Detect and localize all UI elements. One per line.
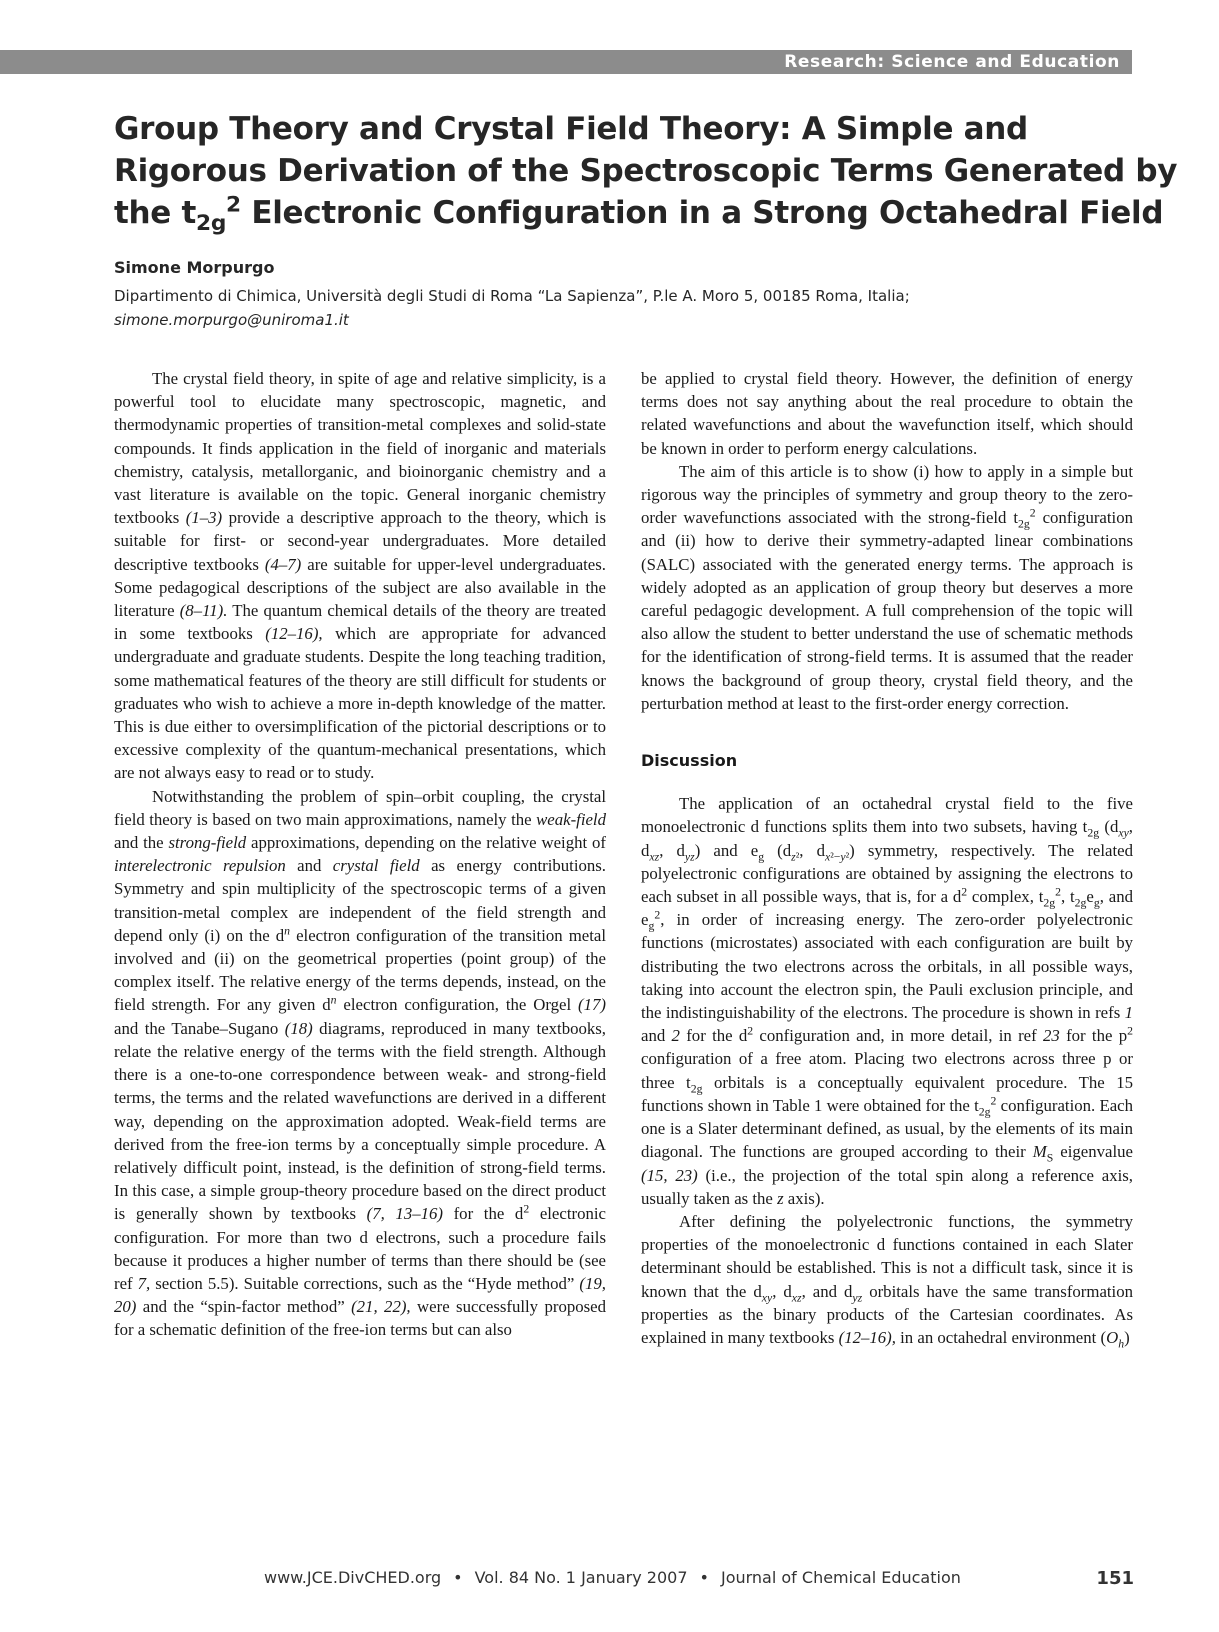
footer-bullet: • (699, 1568, 709, 1587)
page-footer (264, 1568, 1134, 1587)
journal-name: Journal of Chemical Education (720, 1568, 961, 1587)
affiliation-text: Dipartimento di Chimica, Università degli Studi di Roma “La Sapienza”, P.le A. Moro 5, 00185 Roma, Italia; (114, 287, 910, 305)
article-title (114, 108, 1178, 237)
paragraph: Notwithstanding the problem of spin–orbit coupling, the crystal field theory is based on two main approximations, namely the weak-field and the strong-field approximations, depending on the relative weight of interelectronic repulsion and crystal field as energy contributions. Symmetry and spin multiplicity of the spectroscopic terms of a given transition-metal complex are independent of the field strength and depend only (i) on the $d^n$ electron configuration of the transition metal involved and (ii) on the geometrical properties (point group) of the complex itself. The relative energy of the terms depends, instead, on the field strength. For any given $d^n$ electron configuration, the Orgel (17) and the Tanabe–Sugano (18) diagrams, reproduced in many textbooks, relate the relative energy of the terms with the field strength. Although there is a one-to-one correspondence between weak- and strong-field terms, the terms and the related wavefunctions are derived in a different way, depending on the approximation adopted. Weak-field terms are derived from the free-ion terms by a conceptually simple procedure. A relatively difficult point, instead, is the definition of strong-field terms. In this case, a simple group-theory procedure based on the direct product is generally shown by textbooks (7, 13–16) for the $d^2$ electronic configuration. For more than two d electrons, such a procedure fails because it produces a higher number of terms than there should be (see ref 7, section 5.5). Suitable corrections, such as the “Hyde method” (19, 20) and the “spin-factor method” (21, 22), were successfully proposed for a schematic definition of the free-ion terms but can also (114, 786, 606, 1340)
paragraph: The crystal field theory, in spite of age and relative simplicity, is a powerful tool to elucidate many spectroscopic, magnetic, and thermodynamic properties of transition-metal complexes and solid-state compounds. It finds application in the field of inorganic and materials chemistry, catalysis, metallorganic, and bioinorganic chemistry and a vast literature is available on the topic. General inorganic chemistry textbooks (1–3) provide a descriptive approach to the theory, which is suitable for first- or second-year undergraduates. More detailed descriptive textbooks (4–7) are suitable for upper-level undergraduates. Some pedagogical descriptions of the subject are also available in the literature (8–11). The quantum chemical details of the theory are treated in some textbooks (12–16), which are appropriate for advanced undergraduate and graduate students. Despite the long teaching tradition, some mathematical features of the theory are still difficult for students or graduates who wish to achieve a more in-depth knowledge of the matter. This is due either to oversimplification of the pictorial descriptions or to excessive complexity of the quantum-mechanical presentations, which are not always easy to read or to study. (114, 369, 607, 783)
section-header-bar (0, 50, 1132, 74)
page-number: 151 (1096, 1568, 1134, 1589)
author-name: Simone Morpurgo (114, 258, 275, 277)
paragraph: The aim of this article is to show (i) how to apply in a simple but rigorous way the principles of symmetry and group theory to the zero-order wavefunctions associated with the strong-field $t_{2g}^2$ configuration and (ii) how to derive their symmetry-adapted linear combinations (SALC) associated with the generated energy terms. The approach is widely adopted as an application of group theory but deserves a more careful pedagogic development. A full comprehension of the topic will also allow the student to better understand the use of schematic methods for the identification of strong-field terms. It is assumed that the reader knows the background of group theory, crystal field theory, and the perturbation method at least to the first-order energy correction. (641, 461, 1133, 713)
title-line-2: Rigorous Derivation of the Spectroscopic Terms Generated by (114, 153, 1178, 189)
body-column-left (114, 367, 606, 1342)
footer-bullet: • (453, 1568, 463, 1587)
author-email[interactable]: simone.morpurgo@uniroma1.it (114, 311, 349, 329)
paragraph: The application of an octahedral crystal field to the five monoelectronic d functions splits them into two subsets, having $t_{2g}$ ($d_{xy}$, $d_{xz}$, $d_{yz}$) and $e_g$ ($d_{z^2}$, $d_{x^2-y^2}$) symmetry, respectively. The related polyelectronic configurations are obtained by assigning the electrons to each subset in all possible ways, that is, for a $d^2$ complex, $t_{2g}^2$, $t_{2g}e_g$, and $e_g^2$, in order of increasing energy. The zero-order polyelectronic functions (microstates) associated with each configuration are built by distributing the two electrons across the orbitals, in all possible ways, taking into account the electron spin, the Pauli exclusion principle, and the indistinguishability of the electrons. The procedure is shown in refs 1 and 2 for the $d^2$ configuration and, in more detail, in ref 23 for the $p^2$ configuration of a free atom. Placing two electrons across three p or three $t_{2g}$ orbitals is a conceptually equivalent procedure. The 15 functions shown in Table 1 were obtained for the $t_{2g}^2$ configuration. Each one is a Slater determinant defined, as usual, by the elements of its main diagonal. The functions are grouped according to their $M_S$ eigenvalue (15, 23) (i.e., the projection of the total spin along a reference axis, usually taken as the z axis). (641, 794, 1133, 1208)
section-label: Research: Science and Education (784, 52, 1120, 72)
title-line-3: the $t_{2g}^2$ Electronic Configuration in a Strong Octahedral Field (114, 192, 1164, 237)
title-line-1: Group Theory and Crystal Field Theory: A Simple and (114, 111, 1028, 147)
issue-info: Vol. 84 No. 1 January 2007 (474, 1568, 688, 1587)
paragraph: be applied to crystal field theory. However, the definition of energy terms does not say anything about the real procedure to obtain the related wavefunctions and about the wavefunction itself, which should be known in order to perform energy calculations. (641, 369, 1133, 458)
body-column-right (641, 367, 1133, 1349)
author-affiliation (114, 284, 1114, 332)
section-heading-discussion: Discussion (641, 751, 738, 771)
paragraph: After defining the polyelectronic functions, the symmetry properties of the monoelectronic d functions contained in each Slater determinant should be established. This is not a difficult task, since it is known that the $d_{xy}$, $d_{xz}$, and $d_{yz}$ orbitals have the same transformation properties as the binary products of the Cartesian coordinates. As explained in many textbooks (12–16), in an octahedral environment $(O_h)$ (641, 1211, 1133, 1351)
journal-website[interactable]: www.JCE.DivCHED.org (264, 1568, 442, 1587)
